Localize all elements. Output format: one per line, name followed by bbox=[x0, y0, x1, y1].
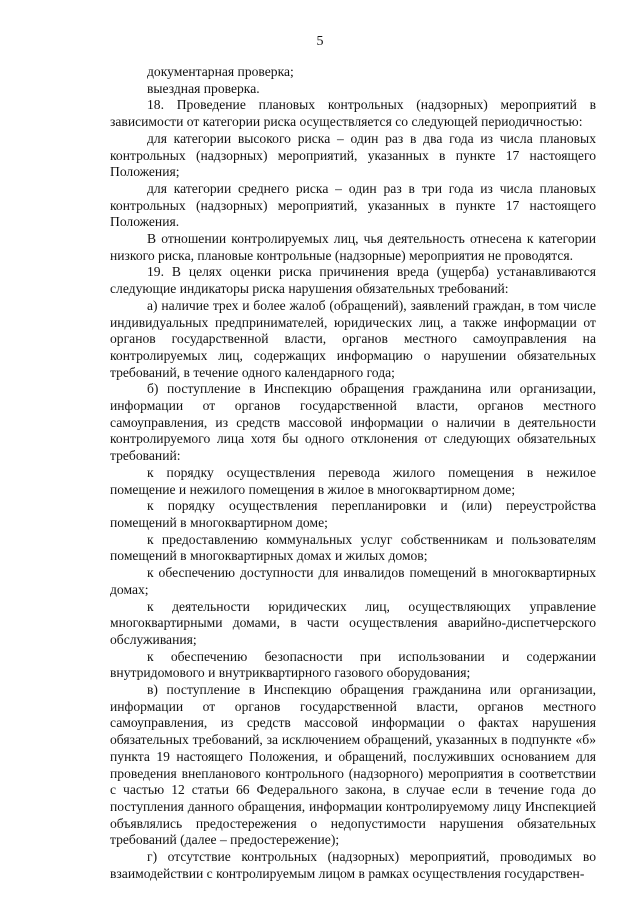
paragraph-indicator-a: а) наличие трех и более жалоб (обращений), заявлений граждан, в том числе индивидуальных предпринимателей, юридических лиц, а также информации от органов государственной власти, органов местного самоуправления на контролируемых лиц, содержащих информацию о нарушении обязательных требований, в течение одного календарного года; bbox=[110, 297, 596, 380]
paragraph-requirement-management: к деятельности юридических лиц, осуществляющих управление многоквартирными домами, в части осуществления аварийно-диспетчерского обслуживания; bbox=[110, 598, 596, 647]
paragraph-indicator-v: в) поступление в Инспекцию обращения гражданина или организации, информации от органов государственной власти, органов местного самоуправления, из средств массовой информации о фактах нарушения обязательных требований, за исключением обращений, указанных в подпункте «б» пункта 19 настоящего Положения, и обращений, послуживших основанием для проведения внепланового контрольного (надзорного) мероприятия в соответствии с частью 12 статьи 66 Федерального закона, в случае если в течение года до поступления данного обращения, информации контролируемому лицу Инспекцией объявлялись предостережения о недопустимости нарушения обязательных требований (далее – предостережение); bbox=[110, 682, 596, 848]
paragraph-low-risk: В отношении контролируемых лиц, чья деятельность отнесена к категории низкого риска, плановые контрольные (надзорные) мероприятия не проводятся. bbox=[110, 231, 596, 263]
paragraph-requirement-gas: к обеспечению безопасности при использовании и содержании внутридомового и внутриквартирного газового оборудования; bbox=[110, 648, 596, 681]
paragraph-requirement-accessibility: к обеспечению доступности для инвалидов помещений в многоквартирных домах; bbox=[110, 565, 596, 597]
paragraph-indicator-b: б) поступление в Инспекцию обращения гражданина или организации, информации от органов государственной власти, органов местного самоуправления, из средств массовой информации о наличии в деятельности контролируемого лица хотя бы одного отклонения от следующих обязательных требований: bbox=[110, 381, 596, 464]
paragraph-medium-risk: для категории среднего риска – один раз в три года из числа плановых контрольных (надзорных) мероприятий, указанных в пункте 17 настоящего Положения. bbox=[110, 180, 596, 230]
paragraph-indicator-g: г) отсутствие контрольных (надзорных) мероприятий, проводимых во взаимодействии с контролируемым лицом в рамках осуществления государствен- bbox=[110, 849, 596, 881]
paragraph-requirement-transfer: к порядку осуществления перевода жилого помещения в нежилое помещение и нежилого помещения в жилое в многоквартирном доме; bbox=[110, 464, 596, 497]
document-body bbox=[110, 64, 596, 882]
paragraph-clause-18: 18. Проведение плановых контрольных (надзорных) мероприятий в зависимости от категории риска осуществляется со следующей периодичностью: bbox=[110, 97, 596, 130]
paragraph-field-inspection: выездная проверка. bbox=[147, 80, 260, 96]
paragraph-clause-19: 19. В целях оценки риска причинения вреда (ущерба) устанавливаются следующие индикаторы риска нарушения обязательных требований: bbox=[110, 264, 596, 297]
page-number: 5 bbox=[316, 34, 324, 49]
paragraph-doc-inspection: документарная проверка; bbox=[147, 64, 294, 79]
paragraph-requirement-utilities: к предоставлению коммунальных услуг собственникам и пользователям помещений в многоквартирных домах и жилых домов; bbox=[110, 531, 596, 564]
paragraph-requirement-replanning: к порядку осуществления перепланировки и (или) переустройства помещений в многоквартирном доме; bbox=[110, 498, 596, 530]
paragraph-high-risk: для категории высокого риска – один раз в два года из числа плановых контрольных (надзорных) мероприятий, указанных в пункте 17 настоящего Положения; bbox=[110, 130, 596, 180]
